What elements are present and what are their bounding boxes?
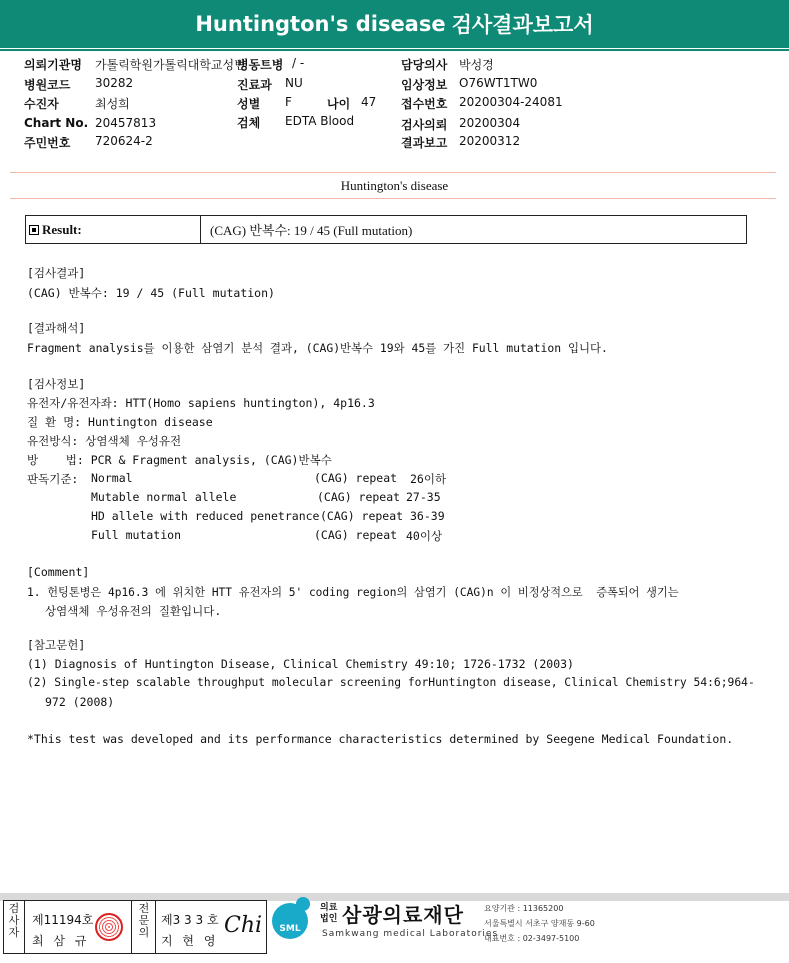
sex-value: F xyxy=(285,95,292,109)
ward-label: 병동트병 xyxy=(237,58,284,72)
org-phone: 대표번호 : 02-3497-5100 xyxy=(484,934,580,943)
inspector-license-no: 제11194호 xyxy=(32,913,94,927)
criteria-name: Full mutation xyxy=(91,528,182,542)
accession-no-value: 20200304-24081 xyxy=(459,95,563,109)
org-institution-code: 요양기관 : 11365200 xyxy=(484,904,564,913)
reference-2-cont: 972 (2008) xyxy=(45,695,115,709)
report-title-english: Huntington's disease xyxy=(195,12,446,36)
criteria-range: 27-35 xyxy=(406,490,441,504)
logo-text: SML xyxy=(279,924,301,934)
criteria-name: Mutable normal allele xyxy=(91,490,237,504)
report-title-korean: 검사결과보고서 xyxy=(451,13,594,37)
org-english-name: Samkwang medical Laboratories xyxy=(322,929,499,939)
method-line: 방 법: PCR & Fragment analysis, (CAG)반복수 xyxy=(27,453,332,467)
criteria-range: 36-39 xyxy=(410,509,445,523)
divider-bottom xyxy=(10,198,776,199)
interpretation-heading: [결과해석] xyxy=(27,321,86,335)
patient-name-label: 수진자 xyxy=(24,97,59,111)
report-title-bar xyxy=(0,0,789,48)
hospital-code-label: 병원코드 xyxy=(24,78,71,92)
signature-divider xyxy=(155,901,156,953)
references-heading: [참고문헌] xyxy=(27,638,86,652)
divider-top xyxy=(10,172,776,173)
age-label: 나이 xyxy=(327,97,351,111)
comment-heading: [Comment] xyxy=(27,565,90,579)
inheritance-line: 유전방식: 상염색체 우성유전 xyxy=(27,434,182,448)
criteria-unit: (CAG) repeat xyxy=(314,528,398,542)
criteria-unit: (CAG) repeat xyxy=(320,509,404,523)
doctor-name: 지 현 영 xyxy=(161,934,219,948)
logo-dot-icon xyxy=(296,897,310,911)
clinical-info-value: O76WT1TW0 xyxy=(459,76,538,90)
inspector-label: 검사자 xyxy=(8,902,20,939)
ward-value: / - xyxy=(292,56,305,70)
criteria-range: 40이상 xyxy=(406,529,443,543)
chart-no-value: 20457813 xyxy=(95,116,157,130)
doctor-label: 전문의 xyxy=(138,902,150,939)
comment-line-2: 상염색체 우성유전의 질환입니다. xyxy=(45,604,222,618)
specimen-label: 검체 xyxy=(237,116,261,130)
sex-label: 성별 xyxy=(237,97,261,111)
inspector-name: 최 삼 규 xyxy=(32,934,90,948)
reference-2: (2) Single-step scalable throughput molecular screening forHuntington disease, Clinical Chemistry 54:6;964- xyxy=(27,676,755,689)
result-heading: [검사결과] xyxy=(27,266,86,280)
gene-locus-line: 유전자/유전자좌: HTT(Homo sapiens huntington), 4p16.3 xyxy=(27,396,375,410)
hospital-code-value: 30282 xyxy=(95,76,134,90)
section-title: Huntington's disease xyxy=(340,178,449,193)
result-summary-box xyxy=(25,215,747,244)
org-address: 서울특별시 서초구 양재동 9-60 xyxy=(484,919,595,928)
requesting-institution-value: 가톨릭학원가톨릭대학교성빈 xyxy=(95,58,246,72)
criteria-label: 판독기준: xyxy=(27,472,79,486)
attending-physician-label: 담당의사 xyxy=(401,58,448,72)
result-value: (CAG) 반복수: 19 / 45 (Full mutation) xyxy=(210,223,413,238)
test-info-heading: [검사정보] xyxy=(27,377,86,391)
resident-no-value: 720624-2 xyxy=(95,134,153,148)
department-label: 진료과 xyxy=(237,78,272,92)
seal-stamp xyxy=(95,913,123,941)
disease-line: 질 환 명: Huntington disease xyxy=(27,415,213,429)
reference-1: (1) Diagnosis of Huntington Disease, Clinical Chemistry 49:10; 1726-1732 (2003) xyxy=(27,657,574,671)
criteria-name: HD allele with reduced penetrance xyxy=(91,509,320,523)
resident-no-label: 주민번호 xyxy=(24,136,71,150)
org-name: 삼광의료재단 xyxy=(342,903,464,927)
signature-divider xyxy=(24,901,25,953)
department-value: NU xyxy=(285,76,303,90)
signature-divider xyxy=(131,901,132,953)
checkbox-icon xyxy=(29,225,39,235)
signature-box xyxy=(3,900,267,954)
doctor-signature: Chi xyxy=(224,913,263,938)
result-label-cell xyxy=(26,216,201,243)
clinical-info-label: 임상정보 xyxy=(401,78,448,92)
criteria-unit: (CAG) repeat xyxy=(314,471,398,485)
disclaimer: *This test was developed and its performance characteristics determined by Seegene Medical Foundation. xyxy=(27,732,734,746)
attending-physician-value: 박성경 xyxy=(459,58,494,72)
patient-name-value: 최성희 xyxy=(95,97,130,111)
interpretation-line: Fragment analysis를 이용한 삼염기 분석 결과, (CAG)반복수 19와 45를 가진 Full mutation 입니다. xyxy=(27,341,608,355)
accession-no-label: 접수번호 xyxy=(401,97,448,111)
criteria-name: Normal xyxy=(91,471,133,485)
criteria-unit: (CAG) repeat xyxy=(317,490,401,504)
criteria-range: 26이하 xyxy=(410,472,447,486)
result-line: (CAG) 반복수: 19 / 45 (Full mutation) xyxy=(27,286,275,300)
age-value: 47 xyxy=(361,95,377,109)
request-date-value: 20200304 xyxy=(459,116,521,130)
report-date-label: 결과보고 xyxy=(401,136,448,150)
chart-no-label: Chart No. xyxy=(24,116,89,130)
specimen-value: EDTA Blood xyxy=(285,114,355,128)
result-label: Result: xyxy=(42,221,82,237)
requesting-institution-label: 의뢰기관명 xyxy=(24,58,82,72)
doctor-license-no: 제3 3 3 호 xyxy=(161,913,219,927)
footer xyxy=(0,893,789,963)
comment-line-1: 1. 헌팅톤병은 4p16.3 에 위치한 HTT 유전자의 5' coding region의 삼염기 (CAG)n 이 비정상적으로 증폭되어 생기는 xyxy=(27,586,679,599)
report-date-value: 20200312 xyxy=(459,134,521,148)
request-date-label: 검사의뢰 xyxy=(401,118,448,132)
org-prefix: 의료법인 xyxy=(320,903,338,924)
